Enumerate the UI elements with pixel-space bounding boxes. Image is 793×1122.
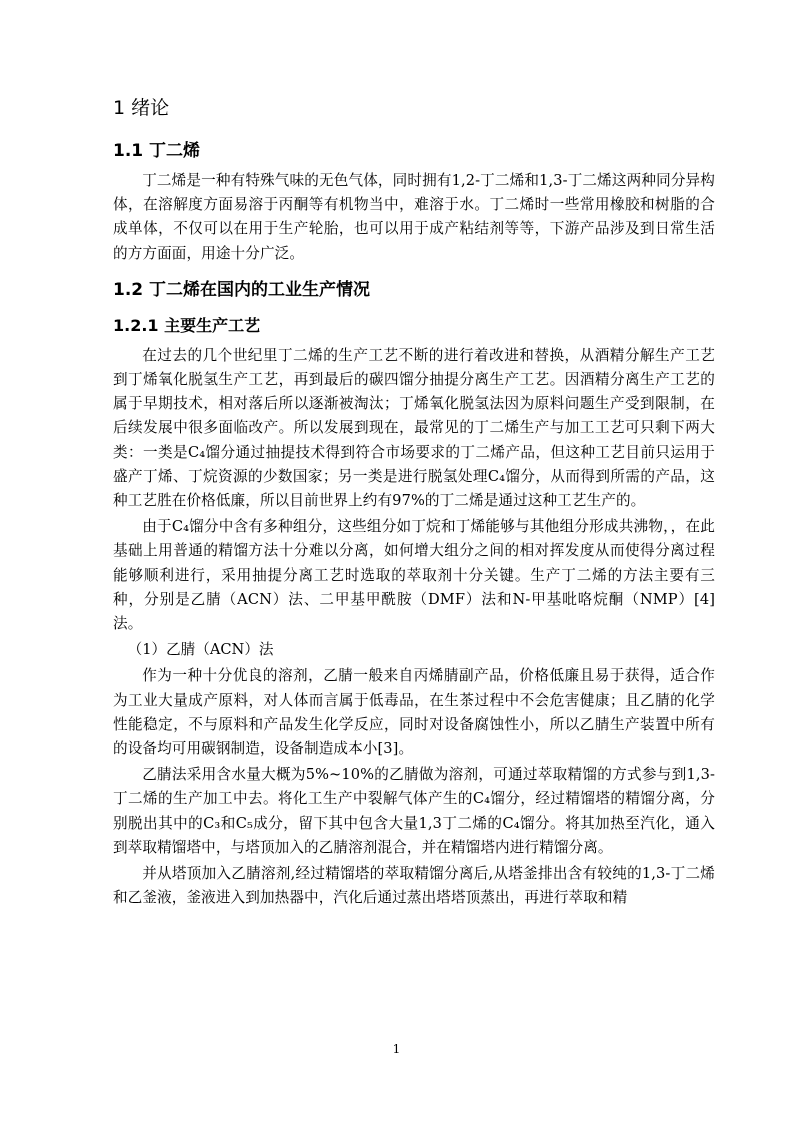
section-1-2-1-title: 1.2.1 主要生产工艺: [113, 315, 261, 335]
section-1-2-1-paragraph-5: 并从塔顶加入乙腈溶剂,经过精馏塔的萃取精馏分离后,从塔釜排出含有较纯的1,3-丁二烯和乙釜液，釜液进入到加热器中，汽化后通过蒸出塔塔顶蒸出，再进行萃取和精: [113, 865, 715, 907]
section-1-2-1-paragraph-1: 在过去的几个世纪里丁二烯的生产工艺不断的进行着改进和替换，从酒精分解生产工艺到丁烯氧化脱氢生产工艺，再到最后的碳四馏分抽提分离生产工艺。因酒精分离生产工艺的属于早期技术，相对落后所以逐渐被淘汰；丁烯氧化脱氢法因为原料问题生产受到限制，在后续发展中很多面临改产。所以发展到现在，最常见的丁二烯生产与加工工艺可只剩下两大类：一类是C₄馏分通过抽提技术得到符合市场要求的丁二烯产品，但这种工艺目前只运用于盛产丁烯、丁烷资源的少数国家；另一类是进行脱氢处理C₄馏分，从而得到所需的产品，这种工艺胜在价格低廉，所以目前世界上约有97%的丁二烯是通过这种工艺生产的。: [113, 346, 715, 510]
section-1-2-1-paragraph-2: 由于C₄馏分中含有多种组分，这些组分如丁烷和丁烯能够与其他组分形成共沸物，，在此基础上用普通的精馏方法十分难以分离，如何增大组分之间的相对挥发度从而使得分离过程能够顺利进行，采用抽提分离工艺时选取的萃取剂十分关键。生产丁二烯的方法主要有三种，分别是乙腈（ACN）法、二甲基甲酰胺（DMF）法和N-甲基吡咯烷酮（NMP）[4]法。: [113, 518, 715, 633]
section-1-2-1-paragraph-4: 乙腈法采用含水量大概为5%~10%的乙腈做为溶剂，可通过萃取精馏的方式参与到1,3-丁二烯的生产加工中去。将化工生产中裂解气体产生的C₄馏分，经过精馏塔的精馏分离，分别脱出其中的C₃和C₅成分，留下其中包含大量1,3丁二烯的C₄馏分。将其加热至汽化，通入到萃取精馏塔中，与塔顶加入的乙腈溶剂混合，并在精馏塔内进行精馏分离。: [113, 766, 715, 856]
section-1-1-paragraph: 丁二烯是一种有特殊气味的无色气体，同时拥有1,2-丁二烯和1,3-丁二烯这两种同分异构体，在溶解度方面易溶于丙酮等有机物当中，难溶于水。丁二烯时一些常用橡胶和树脂的合成单体，不仅可以在用于生产轮胎，也可以用于成产粘结剂等等，下游产品涉及到日常生活的方方面面，用途十分广泛。: [113, 172, 715, 262]
section-1-2-title: 1.2 丁二烯在国内的工业生产情况: [113, 279, 371, 300]
subsection-acn-heading: （1）乙腈（ACN）法: [127, 641, 274, 659]
chapter-title: 1 绪论: [113, 97, 170, 119]
page-number: 1: [392, 1042, 401, 1056]
document-page: [113, 95, 715, 912]
section-1-1-title: 1.1 丁二烯: [113, 141, 201, 161]
section-1-2-1-paragraph-3: 作为一种十分优良的溶剂，乙腈一般来自丙烯腈副产品，价格低廉且易于获得，适合作为工业大量成产原料，对人体而言属于低毒品，在生茶过程中不会危害健康；且乙腈的化学性能稳定，不与原料和产品发生化学反应，同时对设备腐蚀性小，所以乙腈生产装置中所有的设备均可用碳钢制造，设备制造成本小[3]。: [113, 667, 715, 758]
